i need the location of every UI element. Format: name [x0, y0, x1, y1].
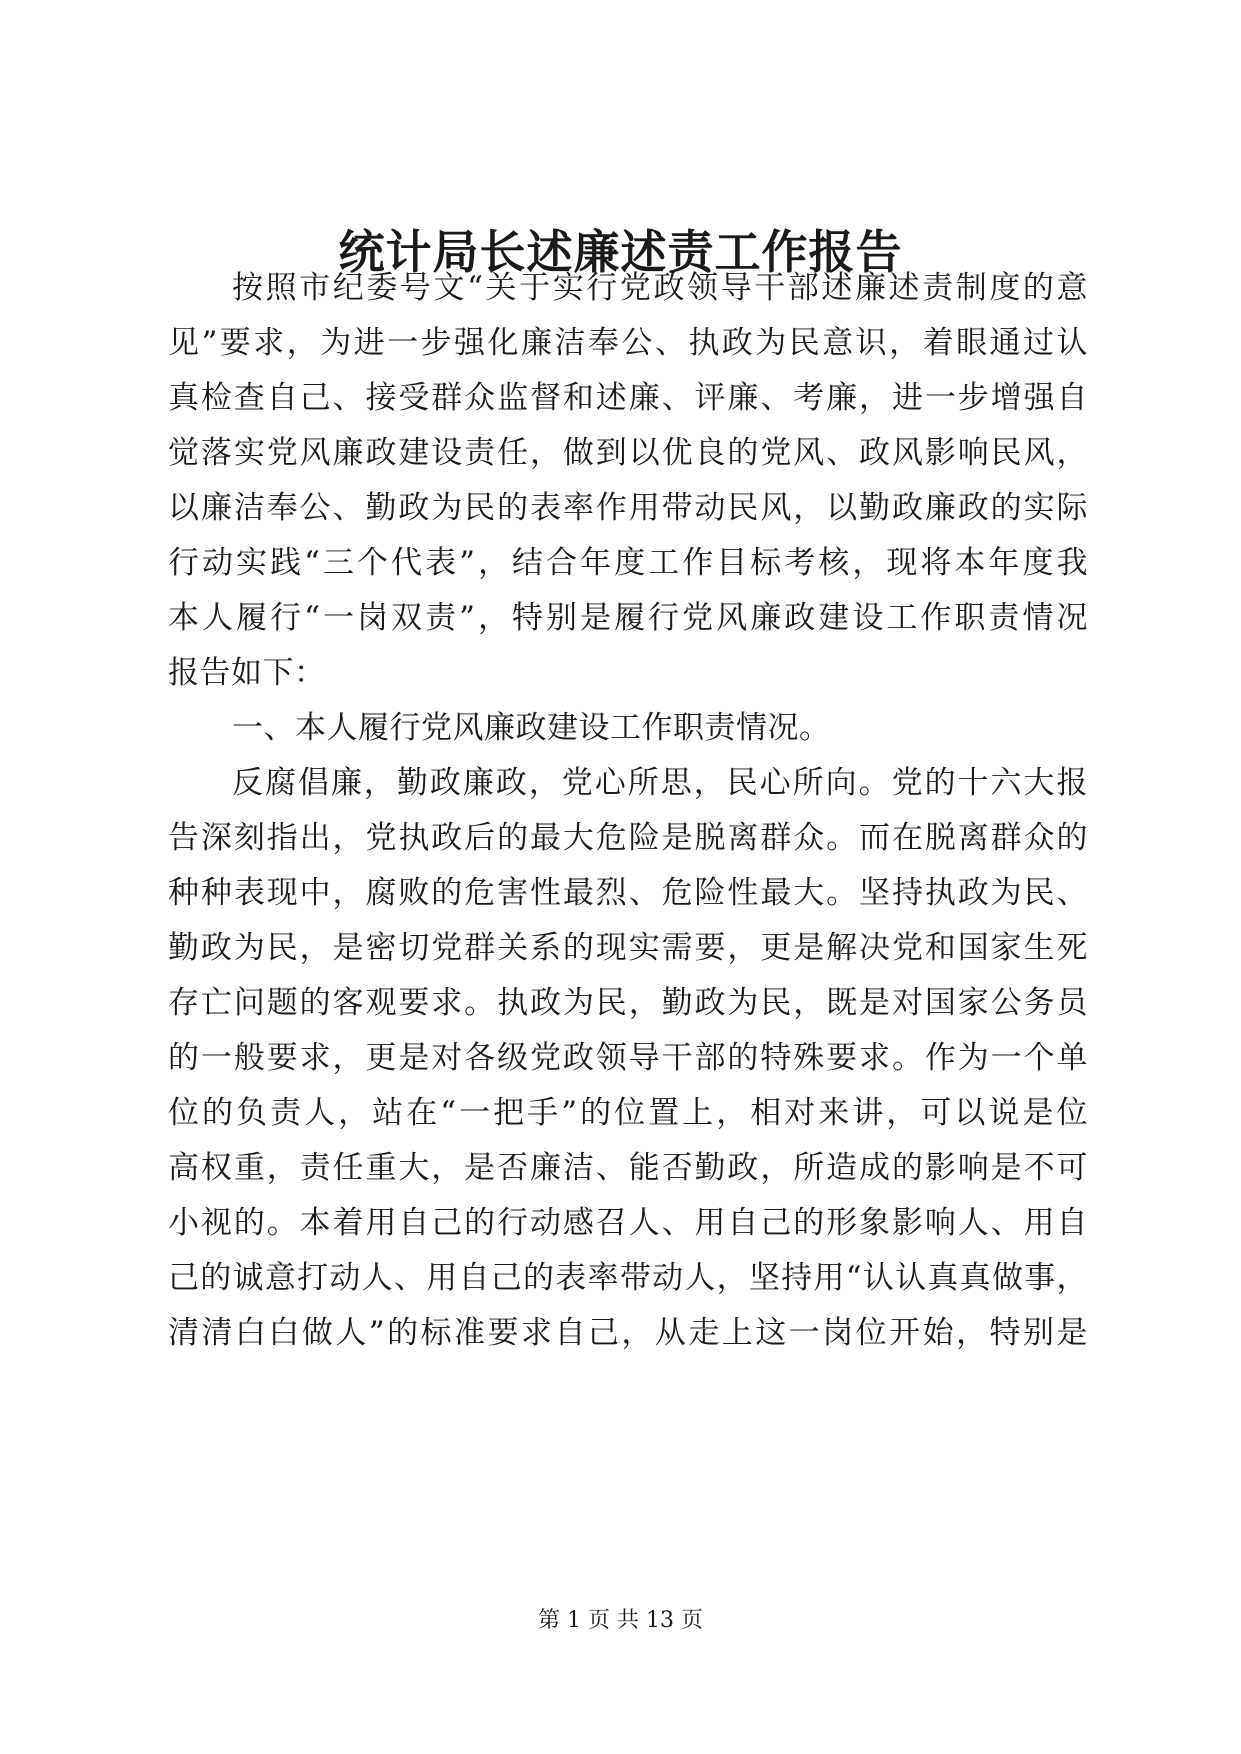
paragraph-line: 以廉洁奉公、勤政为民的表率作用带动民风，以勤政廉政的实际 — [168, 490, 1088, 526]
paragraph-line: 的一般要求，更是对各级党政领导干部的特殊要求。作为一个单 — [168, 1040, 1088, 1076]
paragraph-line: 己的诚意打动人、用自己的表率带动人，坚持用“认认真真做事， — [168, 1260, 1088, 1296]
paragraph-line: 反腐倡廉，勤政廉政，党心所思，民心所向。党的十六大报 — [232, 765, 1088, 801]
paragraph-line: 告深刻指出，党执政后的最大危险是脱离群众。而在脱离群众的 — [168, 820, 1088, 856]
paragraph-line: 高权重，责任重大，是否廉洁、能否勤政，所造成的影响是不可 — [168, 1150, 1088, 1186]
paragraph-line: 本人履行“一岗双责”，特别是履行党风廉政建设工作职责情况 — [168, 600, 1088, 636]
paragraph-line: 觉落实党风廉政建设责任，做到以优良的党风、政风影响民风， — [168, 435, 1088, 471]
paragraph-line: 存亡问题的客观要求。执政为民，勤政为民，既是对国家公务员 — [168, 985, 1088, 1021]
paragraph-line: 小视的。本着用自己的行动感召人、用自己的形象影响人、用自 — [168, 1205, 1088, 1241]
page-footer: 第 1 页 共 13 页 — [538, 1608, 703, 1633]
document-title: 统计局长述廉述责工作报告 — [338, 225, 903, 279]
section-heading: 一、本人履行党风廉政建设工作职责情况。 — [232, 710, 831, 746]
paragraph-line: 种种表现中，腐败的危害性最烈、危险性最大。坚持执政为民、 — [168, 875, 1088, 911]
paragraph-line: 勤政为民，是密切党群关系的现实需要，更是解决党和国家生死 — [168, 930, 1088, 966]
paragraph-line: 见”要求，为进一步强化廉洁奉公、执政为民意识，着眼通过认 — [168, 325, 1088, 361]
paragraph-line: 行动实践“三个代表”，结合年度工作目标考核，现将本年度我 — [168, 545, 1088, 581]
paragraph-line: 位的负责人，站在“一把手”的位置上，相对来讲，可以说是位 — [168, 1095, 1088, 1131]
paragraph-line: 报告如下： — [168, 655, 326, 691]
paragraph-line: 按照市纪委号文“关于实行党政领导干部述廉述责制度的意 — [232, 270, 1088, 306]
paragraph-line: 清清白白做人”的标准要求自己，从走上这一岗位开始，特别是 — [168, 1315, 1088, 1351]
paragraph-line: 真检查自己、接受群众监督和述廉、评廉、考廉，进一步增强自 — [168, 380, 1088, 416]
